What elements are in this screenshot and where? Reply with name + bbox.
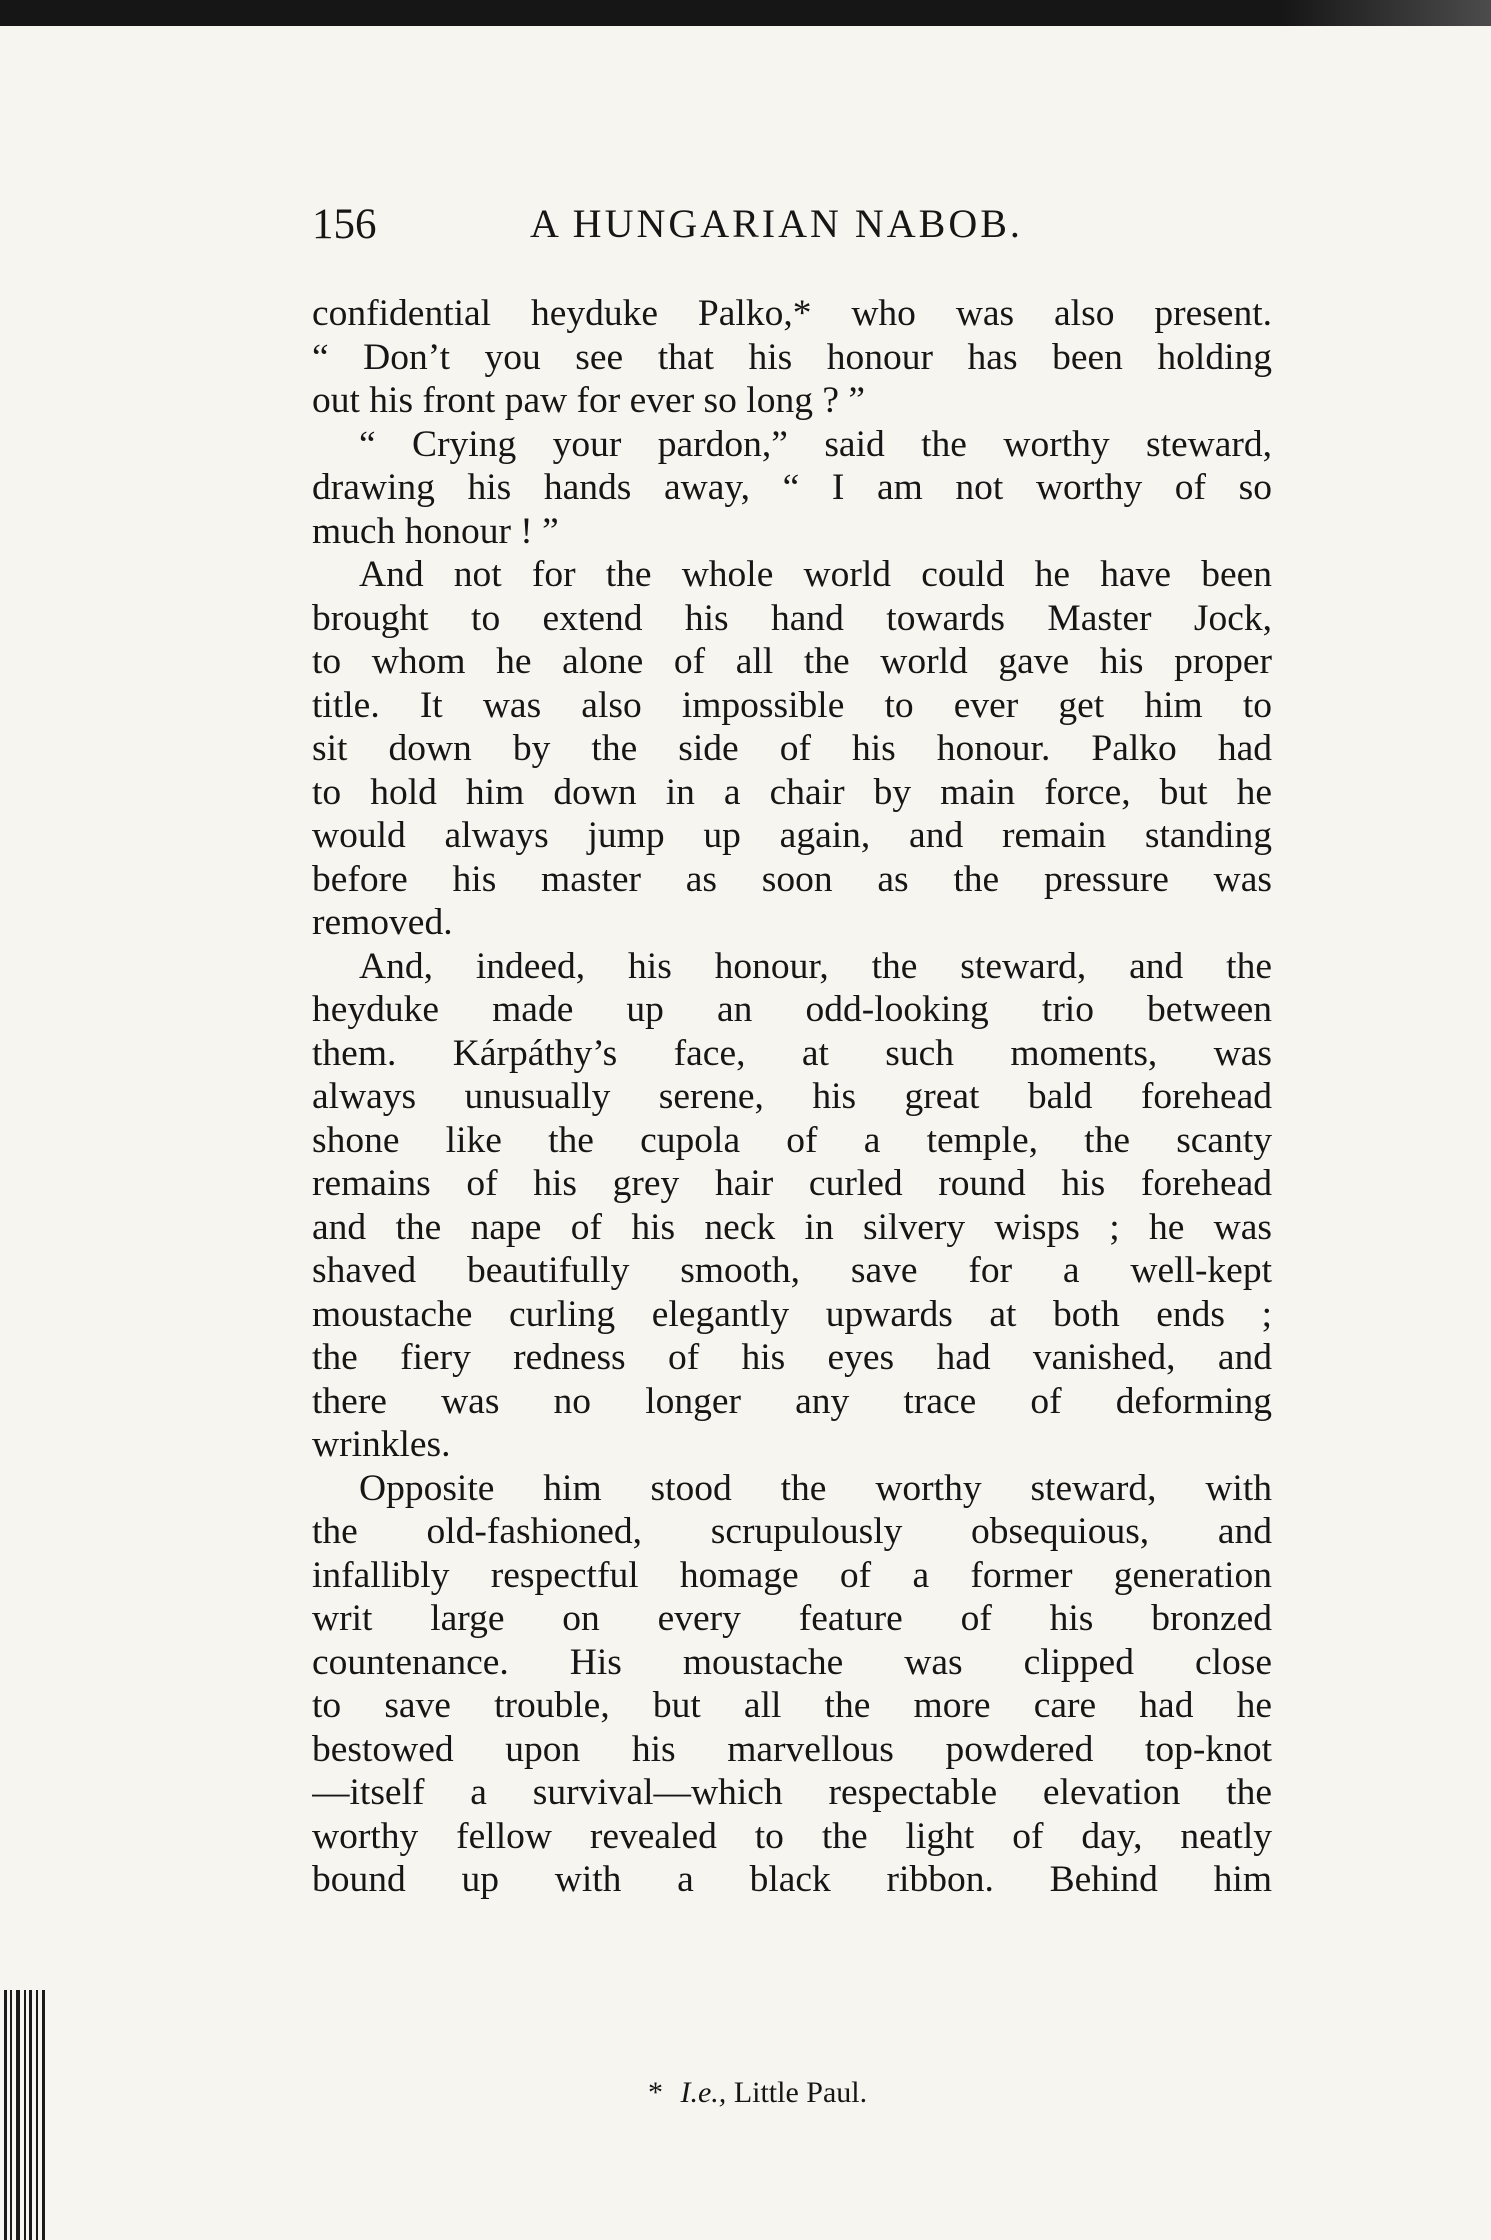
text-line: Opposite him stood the worthy steward, with (359, 1467, 1272, 1509)
text-line: to save trouble, but all the more care had he (312, 1685, 1272, 1726)
text-line: out his front paw for ever so long ? ” (312, 380, 865, 421)
text-line: shone like the cupola of a temple, the scanty (312, 1119, 1272, 1161)
text-line: infallibly respectful homage of a former generation (312, 1554, 1272, 1596)
text-line: “ Don’t you see that his honour has been holding (312, 336, 1272, 378)
text-line: worthy fellow revealed to the light of day, neatly (312, 1815, 1272, 1857)
footnote (648, 2076, 867, 2110)
text-line: there was no longer any trace of deforming (312, 1380, 1272, 1422)
scan-top-edge (0, 0, 1491, 26)
binding-edge (0, 1990, 55, 2240)
body-text (312, 292, 1272, 1902)
text-line: moustache curling elegantly upwards at both ends ; (312, 1293, 1272, 1335)
text-line: the old-fashioned, scrupulously obsequious, and (312, 1511, 1272, 1552)
text-line: removed. (312, 902, 453, 943)
text-line: would always jump up again, and remain standing (312, 815, 1272, 856)
text-line: drawing his hands away, “ I am not worthy of so (312, 467, 1272, 508)
text-line: before his master as soon as the pressure was (312, 858, 1272, 900)
text-line: shaved beautifully smooth, save for a well-kept (312, 1250, 1272, 1291)
text-line: title. It was also impossible to ever get him to (312, 684, 1272, 726)
text-line: “ Crying your pardon,” said the worthy steward, (359, 423, 1272, 465)
text-line: heyduke made up an odd-looking trio between (312, 989, 1272, 1030)
footnote-mark: * (648, 2076, 663, 2109)
text-line: and the nape of his neck in silvery wisps ; he was (312, 1206, 1272, 1248)
page-number: 156 (312, 201, 377, 248)
text-line: countenance. His moustache was clipped close (312, 1641, 1272, 1683)
text-line: much honour ! ” (312, 510, 559, 552)
text-line: bound up with a black ribbon. Behind him (312, 1859, 1272, 1900)
text-line: And, indeed, his honour, the steward, and the (359, 945, 1272, 987)
text-line: sit down by the side of his honour. Palko had (312, 728, 1272, 769)
text-line: always unusually serene, his great bald forehead (312, 1076, 1272, 1117)
text-line: them. Kárpáthy’s face, at such moments, was (312, 1032, 1272, 1074)
footnote-abbreviation: I.e., (680, 2076, 727, 2109)
text-line: the fiery redness of his eyes had vanished, and (312, 1337, 1272, 1378)
text-line: confidential heyduke Palko,* who was also present. (312, 293, 1272, 334)
text-line: to whom he alone of all the world gave his proper (312, 641, 1272, 682)
text-line: —itself a survival—which respectable elevation the (312, 1772, 1272, 1813)
footnote-text: Little Paul. (733, 2076, 868, 2109)
text-line: brought to extend his hand towards Master Jock, (312, 597, 1272, 639)
text-line: wrinkles. (312, 1424, 451, 1465)
text-line: And not for the whole world could he have been (359, 554, 1272, 595)
text-line: to hold him down in a chair by main force, but he (312, 771, 1272, 813)
page-header (312, 200, 1272, 260)
text-line: remains of his grey hair curled round his forehead (312, 1163, 1272, 1204)
running-title: A HUNGARIAN NABOB. (530, 201, 1023, 246)
text-line: bestowed upon his marvellous powdered top-knot (312, 1728, 1272, 1770)
text-line: writ large on every feature of his bronzed (312, 1598, 1272, 1639)
scan-top-edge-fade (1281, 0, 1491, 26)
